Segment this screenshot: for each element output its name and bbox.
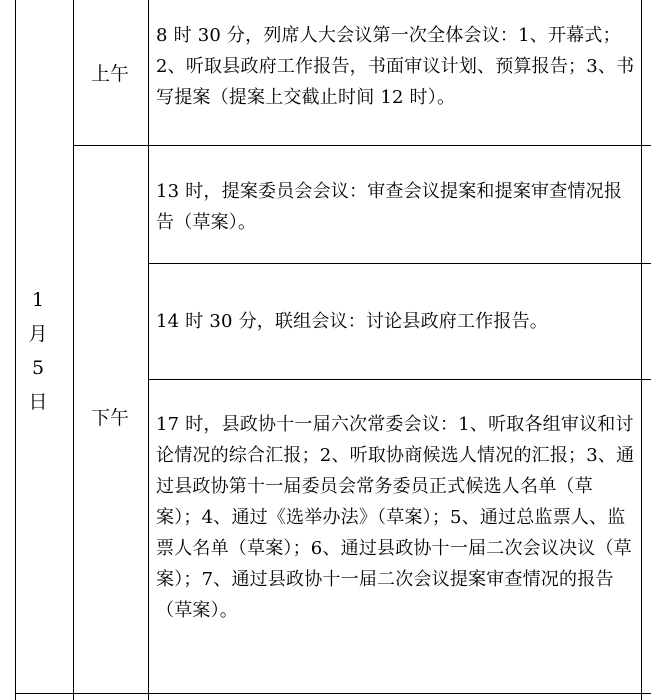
session-text-4: 17 时，县政协十一届六次常委会议：1、听取各组审议和讨论情况的综合汇报；2、听取协商候选人情况的汇报；3、通过县政协第十一届委员会常务委员正式候选人名单（草案）；4、通过《选举办法》（草案）；5、通过总监票人、监票人名单（草案）；6、通过县政协十一届二次会议决议（草案）；7、通过县政协十一届二次会议提案审查情况的报告（草案）。: [156, 414, 635, 621]
row-divider-morning: [73, 145, 651, 146]
session-text-3: 14 时 30 分，联组会议：讨论县政府工作报告。: [156, 311, 548, 332]
content-column-divider: [641, 0, 642, 700]
row-divider-session-3: [148, 379, 651, 380]
period-afternoon-label: 下午: [91, 407, 130, 429]
session-text-2: 13 时，提案委员会会议：审查会议提案和提案审查情况报告（草案）。: [156, 181, 623, 233]
date-day-unit: 日: [28, 391, 48, 413]
period-column-divider: [148, 0, 149, 700]
date-month-unit: 月: [28, 323, 48, 345]
session-text-1: 8 时 30 分，列席人大会议第一次全体会议：1、开幕式；2、听取县政府工作报告，书面审议计划、预算报告；3、书写提案（提案上交截止时间 12 时）。: [156, 25, 635, 108]
row-divider-session-2: [148, 263, 651, 264]
table-bottom-border: [15, 693, 651, 694]
date-column-divider: [73, 0, 74, 700]
date-month-number: 1: [31, 289, 45, 311]
date-cell: [15, 283, 61, 419]
date-day-number: 5: [31, 357, 45, 379]
period-morning-label: 上午: [91, 63, 130, 85]
